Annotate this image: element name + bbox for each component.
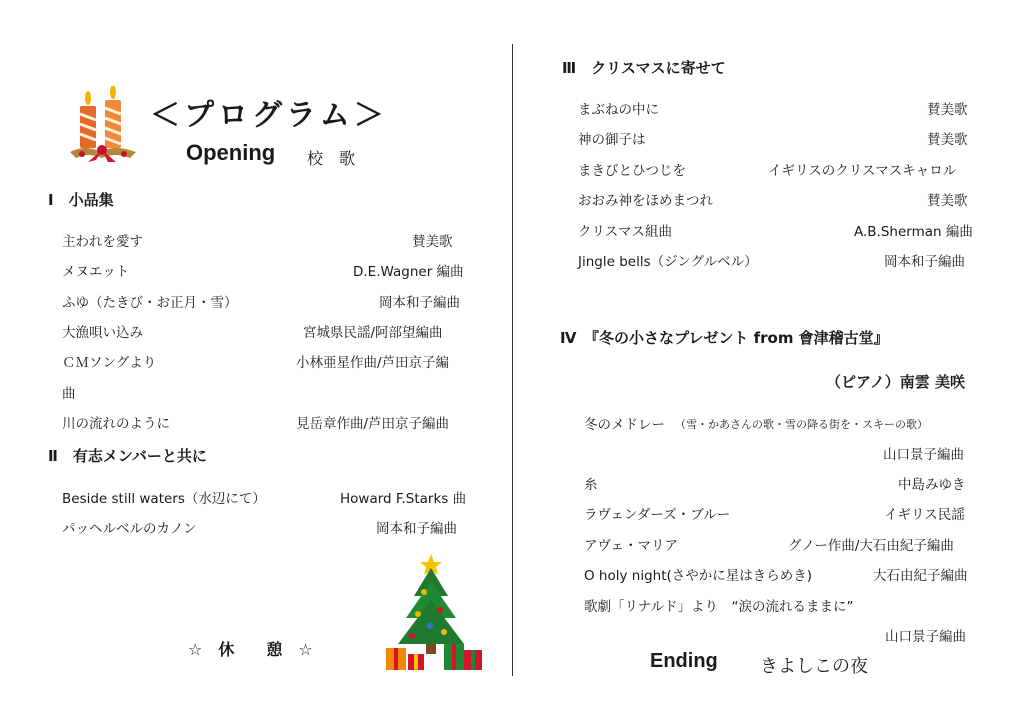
program-item-title: Beside still waters（水辺にて）	[62, 491, 266, 507]
program-item-credit: イギリス民謡	[884, 507, 965, 523]
program-item-credit: 山口景子編曲	[885, 629, 966, 645]
candle-icon	[66, 86, 140, 166]
program-item-credit: 賛美歌	[927, 102, 968, 118]
program-item-title: 大漁唄い込み	[62, 325, 143, 341]
ending-label: Ending	[650, 650, 718, 672]
section-4-title: Ⅳ 『冬の小さなプレゼント from 會津稽古堂』	[560, 329, 889, 347]
christmas-tree-icon	[384, 552, 484, 674]
program-item-title: 主われを愛す	[62, 234, 143, 250]
medley-title: 冬のメドレー	[584, 417, 665, 433]
program-item-credit: 小林亜星作曲/芦田京子編	[296, 355, 450, 371]
program-item-title: おおみ神をほめまつれ	[578, 193, 713, 209]
program-item-credit: 岡本和子編曲	[884, 254, 965, 270]
performer-label: （ピアノ）南雲 美咲	[826, 373, 966, 391]
page-divider	[512, 44, 513, 676]
program-item-title: まぶねの中に	[578, 102, 659, 118]
program-item-title: 曲	[62, 386, 76, 402]
intermission-label: ☆ 休 憩 ☆	[188, 640, 313, 659]
program-item-credit: 山口景子編曲	[883, 447, 964, 463]
program-item-credit: 見岳章作曲/芦田京子編曲	[296, 416, 450, 432]
program-item-credit: 大石由紀子編曲	[873, 568, 968, 584]
program-item-title: ふゆ（たきび・お正月・雪）	[62, 295, 238, 311]
program-item-credit: 中島みゆき	[898, 477, 966, 493]
section-1-title: Ⅰ 小品集	[48, 191, 114, 209]
program-item-credit: 賛美歌	[927, 132, 968, 148]
page-title: ＜プログラム＞	[150, 98, 388, 133]
program-item-title: 神の御子は	[578, 132, 646, 148]
program-item-title: パッヘルベルのカノン	[62, 521, 197, 537]
program-item-title: Jingle bells（ジングルベル）	[578, 254, 758, 270]
program-item-title: ＣＭソングより	[62, 355, 157, 371]
program-item-title: O holy night(さやかに星はきらめき)	[584, 568, 813, 584]
opening-song: 校 歌	[307, 149, 356, 168]
program-item-credit: 宮城県民謡/阿部望編曲	[303, 325, 443, 341]
medley-detail: （雪・かあさんの歌・雪の降る街を・スキーの歌）	[675, 418, 928, 431]
program-item-title: まきびとひつじを	[578, 163, 686, 179]
program-item-credit: Howard F.Starks 曲	[340, 491, 467, 507]
program-item-title: クリスマス組曲	[578, 224, 672, 240]
ending-song: きよしこの夜	[760, 656, 868, 677]
section-2-title: Ⅱ 有志メンバーと共に	[48, 447, 207, 465]
program-item-title: メヌエット	[62, 264, 130, 280]
program-item-credit: 賛美歌	[927, 193, 968, 209]
program-item-credit: A.B.Sherman 編曲	[854, 224, 973, 240]
program-item-credit: 岡本和子編曲	[379, 295, 460, 311]
program-item-credit: 賛美歌	[412, 234, 453, 250]
opera-title: 歌劇「リナルド」より “涙の流れるままに”	[584, 599, 854, 615]
program-item-title: アヴェ・マリア	[584, 538, 678, 554]
program-item-title: 糸	[584, 477, 598, 493]
program-item-credit: 岡本和子編曲	[376, 521, 457, 537]
section-3-title: Ⅲ クリスマスに寄せて	[562, 59, 726, 77]
program-item-title: ラヴェンダーズ・ブルー	[584, 507, 731, 523]
program-item-title: 川の流れのように	[62, 416, 170, 432]
program-item-credit: イギリスのクリスマスキャロル	[768, 163, 957, 179]
program-item-credit: D.E.Wagner 編曲	[353, 264, 464, 280]
opening-label: Opening	[186, 140, 276, 165]
program-item-credit: グノー作曲/大石由紀子編曲	[788, 538, 954, 554]
